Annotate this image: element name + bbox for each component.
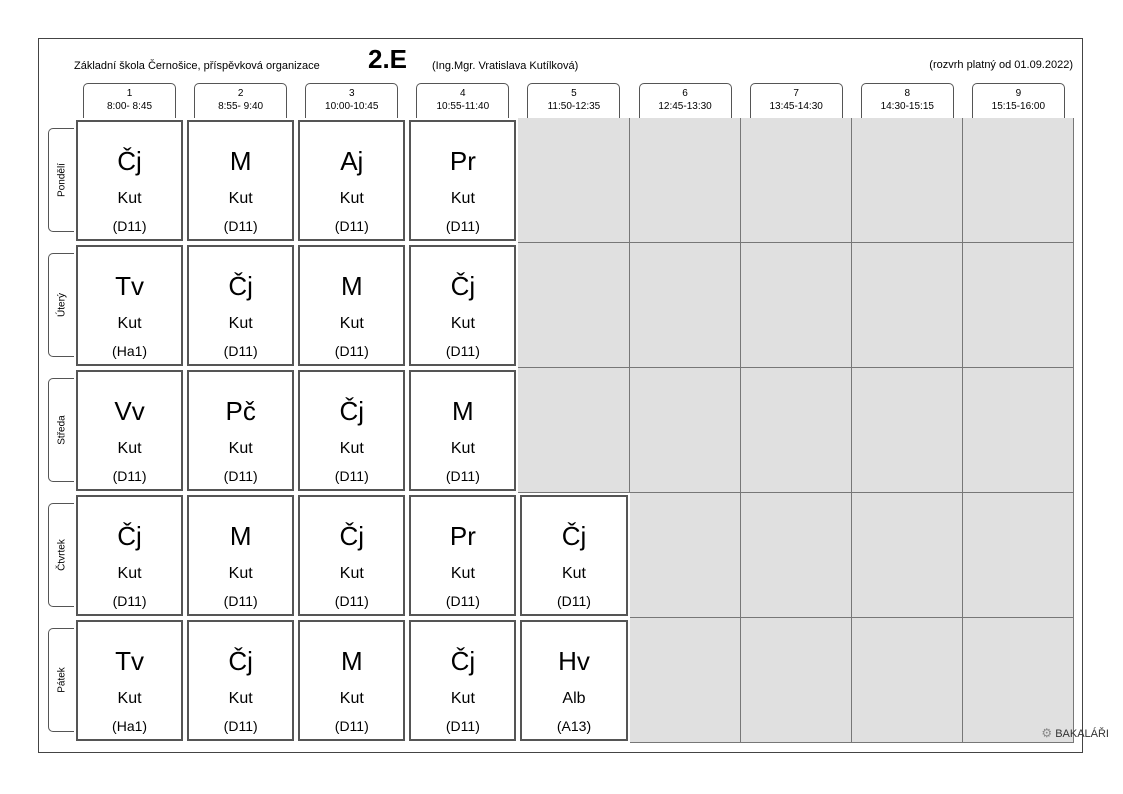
lesson-cell	[296, 118, 407, 243]
lesson-teacher: Kut	[450, 565, 475, 582]
lesson-subject: M	[229, 146, 252, 176]
lesson-subject: M	[452, 396, 474, 426]
period-number: 3	[348, 88, 355, 99]
period-time: 8:00- 8:45	[106, 101, 153, 112]
lesson-card	[298, 120, 405, 241]
period-header	[972, 83, 1065, 118]
period-time: 10:00-10:45	[325, 101, 379, 112]
lesson-room: (Ha1)	[112, 718, 148, 734]
lesson-subject: Pr	[449, 146, 476, 176]
lesson-cell	[74, 243, 185, 368]
lesson-room: (D11)	[112, 593, 147, 609]
lesson-teacher: Kut	[450, 315, 475, 332]
period-time: 8:55- 9:40	[218, 101, 264, 112]
lesson-card	[76, 620, 183, 741]
period-time: 12:45-13:30	[658, 101, 712, 112]
empty-cell	[630, 243, 741, 368]
class-title: 2.E	[368, 44, 408, 74]
lesson-cell	[185, 243, 296, 368]
lesson-subject: Čj	[450, 646, 476, 676]
lesson-subject: Čj	[228, 271, 253, 301]
lesson-teacher: Kut	[561, 565, 586, 582]
lesson-cell	[185, 618, 296, 743]
empty-cell	[741, 618, 852, 743]
lesson-teacher: Kut	[228, 565, 253, 582]
lesson-subject: Pč	[225, 396, 256, 426]
lesson-teacher: Kut	[117, 190, 142, 207]
lesson-card	[76, 245, 183, 366]
lesson-cell	[407, 368, 518, 493]
empty-cell	[518, 118, 629, 243]
period-time: 14:30-15:15	[880, 101, 934, 112]
empty-cell	[963, 243, 1074, 368]
lesson-card	[76, 120, 183, 241]
lesson-room: (D11)	[334, 718, 369, 734]
lesson-room: (D11)	[445, 218, 480, 234]
lesson-teacher: Kut	[228, 440, 253, 457]
class-teacher: (Ing.Mgr. Vratislava Kutílková)	[432, 60, 579, 72]
lesson-subject: Čj	[117, 146, 142, 176]
period-time: 15:15-16:00	[991, 101, 1046, 112]
empty-cell	[630, 493, 741, 618]
lesson-subject: Tv	[115, 646, 144, 676]
lesson-cell	[407, 618, 518, 743]
empty-cell	[741, 118, 852, 243]
day-name: Úterý	[56, 293, 67, 317]
bakalari-logo	[1041, 726, 1109, 740]
lesson-teacher: Alb	[562, 690, 586, 707]
lesson-room: (D11)	[112, 468, 147, 484]
lesson-card	[187, 245, 294, 366]
lesson-teacher: Kut	[339, 565, 364, 582]
period-header	[416, 83, 509, 118]
period-header	[861, 83, 954, 118]
lesson-room: (D11)	[112, 218, 147, 234]
empty-cell	[741, 368, 852, 493]
empty-cell	[741, 243, 852, 368]
lesson-subject: M	[340, 646, 363, 676]
lesson-cell	[74, 118, 185, 243]
lesson-teacher: Kut	[228, 315, 253, 332]
lesson-cell	[407, 118, 518, 243]
lesson-room: (D11)	[223, 593, 258, 609]
period-number: 7	[793, 88, 799, 99]
empty-cell	[963, 618, 1074, 743]
lesson-card	[409, 620, 516, 741]
lesson-subject: Tv	[115, 271, 144, 301]
period-number: 6	[682, 88, 688, 99]
logo-text: BAKALÁŘI	[1055, 728, 1109, 740]
empty-cell	[518, 243, 629, 368]
lesson-subject: Čj	[450, 271, 476, 301]
lesson-teacher: Kut	[339, 315, 364, 332]
lesson-cell	[407, 243, 518, 368]
lesson-teacher: Kut	[117, 690, 142, 707]
empty-cell	[630, 618, 741, 743]
lesson-teacher: Kut	[117, 565, 142, 582]
lesson-cell	[296, 368, 407, 493]
lesson-card	[409, 245, 516, 366]
period-number: 5	[571, 88, 577, 99]
lesson-card	[409, 120, 516, 241]
lesson-subject: Pr	[449, 521, 476, 551]
lesson-cell	[185, 368, 296, 493]
lesson-subject: Hv	[558, 646, 590, 676]
lesson-room: (Ha1)	[112, 343, 148, 359]
lesson-subject: Čj	[339, 396, 365, 426]
lesson-cell	[74, 493, 185, 618]
lesson-room: (D11)	[557, 593, 591, 609]
empty-cell	[852, 618, 963, 743]
period-header	[83, 83, 176, 118]
day-header	[48, 378, 74, 482]
period-header	[527, 83, 620, 118]
lesson-room: (D11)	[223, 718, 258, 734]
lesson-card	[298, 495, 405, 616]
lesson-room: (D11)	[223, 343, 258, 359]
lesson-subject: Čj	[339, 521, 365, 551]
day-header	[48, 503, 74, 607]
lesson-room: (D11)	[334, 218, 369, 234]
lesson-room: (A13)	[556, 718, 592, 734]
lesson-cell	[296, 243, 407, 368]
lesson-teacher: Kut	[339, 440, 364, 457]
lesson-room: (D11)	[223, 218, 258, 234]
empty-cell	[518, 368, 629, 493]
lesson-room: (D11)	[223, 468, 258, 484]
lesson-teacher: Kut	[117, 440, 142, 457]
lesson-subject: M	[229, 521, 252, 551]
lesson-card	[298, 370, 405, 491]
day-header	[48, 128, 74, 232]
lesson-cell	[296, 493, 407, 618]
lesson-subject: Aj	[340, 146, 364, 176]
day-name: Čtvrtek	[56, 539, 67, 571]
lesson-teacher: Kut	[117, 315, 142, 332]
lesson-subject: Čj	[561, 521, 587, 551]
empty-cell	[852, 118, 963, 243]
empty-cell	[852, 243, 963, 368]
period-time: 11:50-12:35	[547, 101, 601, 112]
lesson-room: (D11)	[334, 343, 369, 359]
day-header	[48, 628, 74, 732]
lesson-card	[520, 495, 627, 616]
lesson-card	[298, 245, 405, 366]
period-number: 2	[237, 88, 244, 99]
period-number: 8	[904, 88, 911, 99]
valid-from: (rozvrh platný od 01.09.2022)	[929, 59, 1073, 71]
period-header	[305, 83, 398, 118]
empty-cell	[741, 493, 852, 618]
lesson-card	[187, 120, 294, 241]
period-time: 10:55-11:40	[436, 101, 490, 112]
lesson-cell	[74, 368, 185, 493]
lesson-room: (D11)	[445, 718, 480, 734]
lesson-teacher: Kut	[450, 690, 475, 707]
lesson-room: (D11)	[334, 468, 369, 484]
lesson-card	[76, 370, 183, 491]
empty-cell	[630, 368, 741, 493]
lesson-subject: M	[340, 271, 363, 301]
empty-cell	[852, 493, 963, 618]
period-header	[639, 83, 732, 118]
gear-icon: ⚙	[1041, 726, 1053, 740]
day-name: Pondělí	[56, 163, 67, 197]
lesson-teacher: Kut	[450, 440, 475, 457]
lesson-room: (D11)	[445, 593, 480, 609]
day-name: Pátek	[56, 667, 67, 693]
lesson-card	[76, 495, 183, 616]
empty-cell	[963, 368, 1074, 493]
lesson-card	[187, 370, 294, 491]
day-header	[48, 253, 74, 357]
lesson-cell	[74, 618, 185, 743]
period-time: 13:45-14:30	[769, 101, 823, 112]
lesson-teacher: Kut	[339, 190, 364, 207]
lesson-card	[187, 495, 294, 616]
empty-cell	[963, 493, 1074, 618]
lesson-card	[409, 495, 516, 616]
lesson-card	[187, 620, 294, 741]
empty-cell	[630, 118, 741, 243]
lesson-cell	[185, 493, 296, 618]
lesson-cell	[407, 493, 518, 618]
lesson-teacher: Kut	[228, 190, 253, 207]
school-name: Základní škola Černošice, příspěvková organizace	[74, 60, 320, 72]
lesson-teacher: Kut	[228, 690, 253, 707]
timetable-grid	[74, 118, 1074, 743]
lesson-subject: Čj	[228, 646, 253, 676]
lesson-cell	[185, 118, 296, 243]
lesson-room: (D11)	[445, 343, 480, 359]
period-number: 9	[1015, 88, 1022, 99]
period-number: 4	[460, 88, 466, 99]
lesson-room: (D11)	[445, 468, 480, 484]
lesson-teacher: Kut	[339, 690, 364, 707]
empty-cell	[852, 368, 963, 493]
day-name: Středa	[56, 415, 67, 445]
empty-cell	[963, 118, 1074, 243]
lesson-teacher: Kut	[450, 190, 475, 207]
lesson-cell	[296, 618, 407, 743]
lesson-subject: Čj	[117, 521, 142, 551]
period-header	[750, 83, 843, 118]
lesson-subject: Vv	[114, 396, 145, 426]
lesson-room: (D11)	[334, 593, 369, 609]
lesson-card	[409, 370, 516, 491]
lesson-cell	[518, 493, 629, 618]
period-header	[194, 83, 287, 118]
lesson-card	[520, 620, 627, 741]
period-number: 1	[126, 88, 133, 99]
lesson-cell	[518, 618, 629, 743]
lesson-card	[298, 620, 405, 741]
